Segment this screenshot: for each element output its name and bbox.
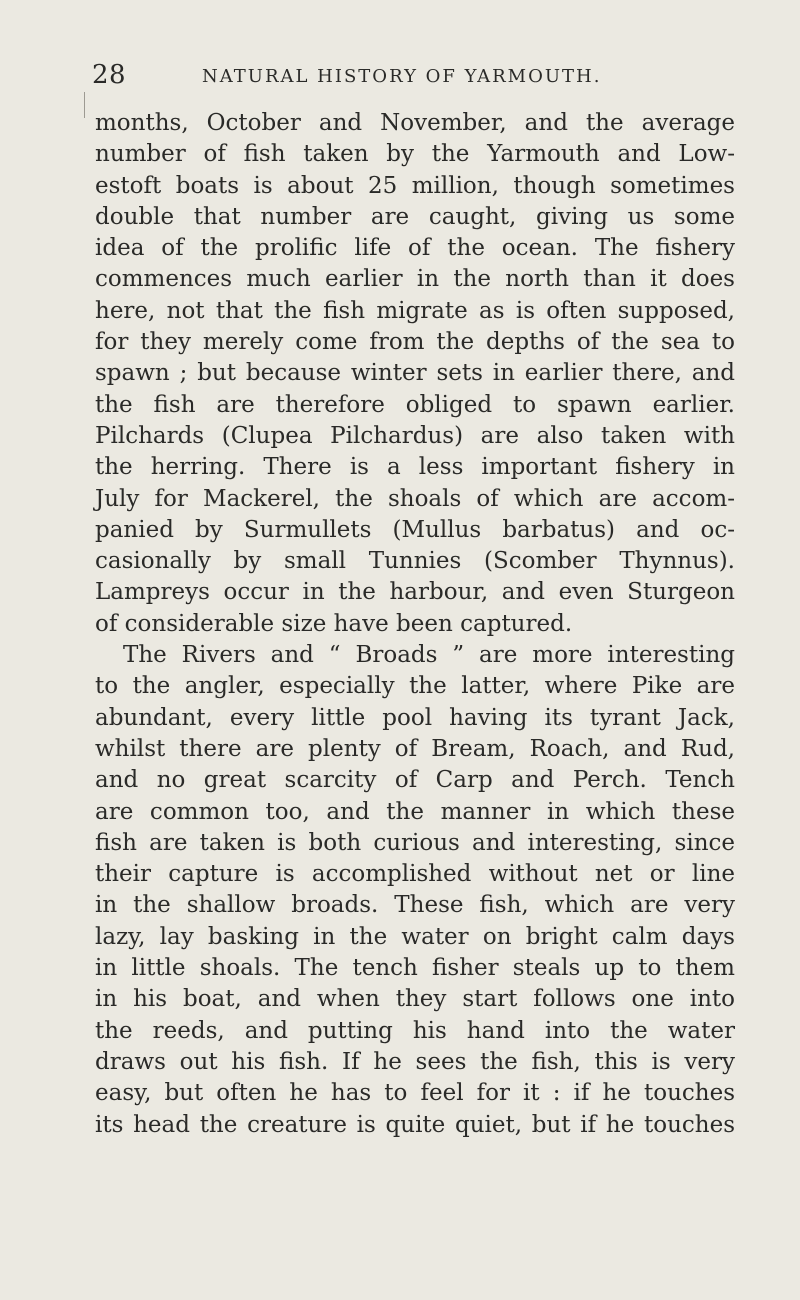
body-text (95, 108, 735, 1141)
text-line: estoft boats is about 25 million, though sometimes (95, 172, 735, 199)
text-line: months, October and November, and the average (95, 110, 735, 136)
running-head: NATURAL HISTORY OF YARMOUTH. (202, 66, 602, 87)
page-number: 28 (92, 60, 127, 90)
text-line: commences much earlier in the north than it does (95, 266, 735, 293)
text-line: and no great scarcity of Carp and Perch. Tench (95, 767, 735, 794)
text-line: are common too, and the manner in which these (95, 798, 735, 825)
text-line: to the angler, especially the latter, where Pike are (95, 673, 735, 700)
text-line: for they merely come from the depths of the sea to (95, 329, 735, 356)
text-line: here, not that the fish migrate as is often supposed, (95, 297, 735, 324)
page-header (92, 60, 712, 94)
text-line: easy, but often he has to feel for it : if he touches (95, 1080, 735, 1107)
text-line: fish are taken is both curious and interesting, since (95, 829, 735, 856)
text-line: casionally by small Tunnies (Scomber Thynnus). (95, 548, 735, 575)
text-line: idea of the prolific life of the ocean. The fishery (95, 235, 735, 262)
text-line: in little shoals. The tench fisher steals up to them (95, 955, 735, 982)
paragraph-start-line: The Rivers and “ Broads ” are more interesting (123, 642, 735, 669)
text-line: its head the creature is quite quiet, but if he touches (95, 1111, 735, 1138)
text-line: in his boat, and when they start follows one into (95, 986, 735, 1013)
text-line: Pilchards (Clupea Pilchardus) are also taken with (95, 422, 735, 449)
text-line: their capture is accomplished without net or line (95, 861, 735, 888)
text-line: in the shallow broads. These fish, which are very (95, 892, 735, 919)
paragraph-end-line: of considerable size have been captured. (95, 610, 573, 637)
text-line: July for Mackerel, the shoals of which are accom- (95, 485, 735, 512)
text-line: draws out his fish. If he sees the fish, this is very (95, 1048, 735, 1075)
text-line: the reeds, and putting his hand into the water (95, 1017, 735, 1044)
text-line: number of fish taken by the Yarmouth and Low- (95, 141, 735, 168)
text-line: abundant, every little pool having its tyrant Jack, (95, 704, 735, 731)
text-line: panied by Surmullets (Mullus barbatus) and oc- (95, 516, 735, 543)
text-line: whilst there are plenty of Bream, Roach, and Rud, (95, 735, 735, 762)
text-line: lazy, lay basking in the water on bright calm days (95, 923, 735, 950)
text-line: spawn ; but because winter sets in earlier there, and (95, 360, 735, 387)
text-line: Lampreys occur in the harbour, and even Sturgeon (95, 579, 735, 606)
margin-mark (84, 92, 85, 118)
text-line: the fish are therefore obliged to spawn earlier. (95, 391, 735, 418)
text-line: the herring. There is a less important fishery in (95, 454, 735, 481)
text-line: double that number are caught, giving us some (95, 203, 735, 230)
